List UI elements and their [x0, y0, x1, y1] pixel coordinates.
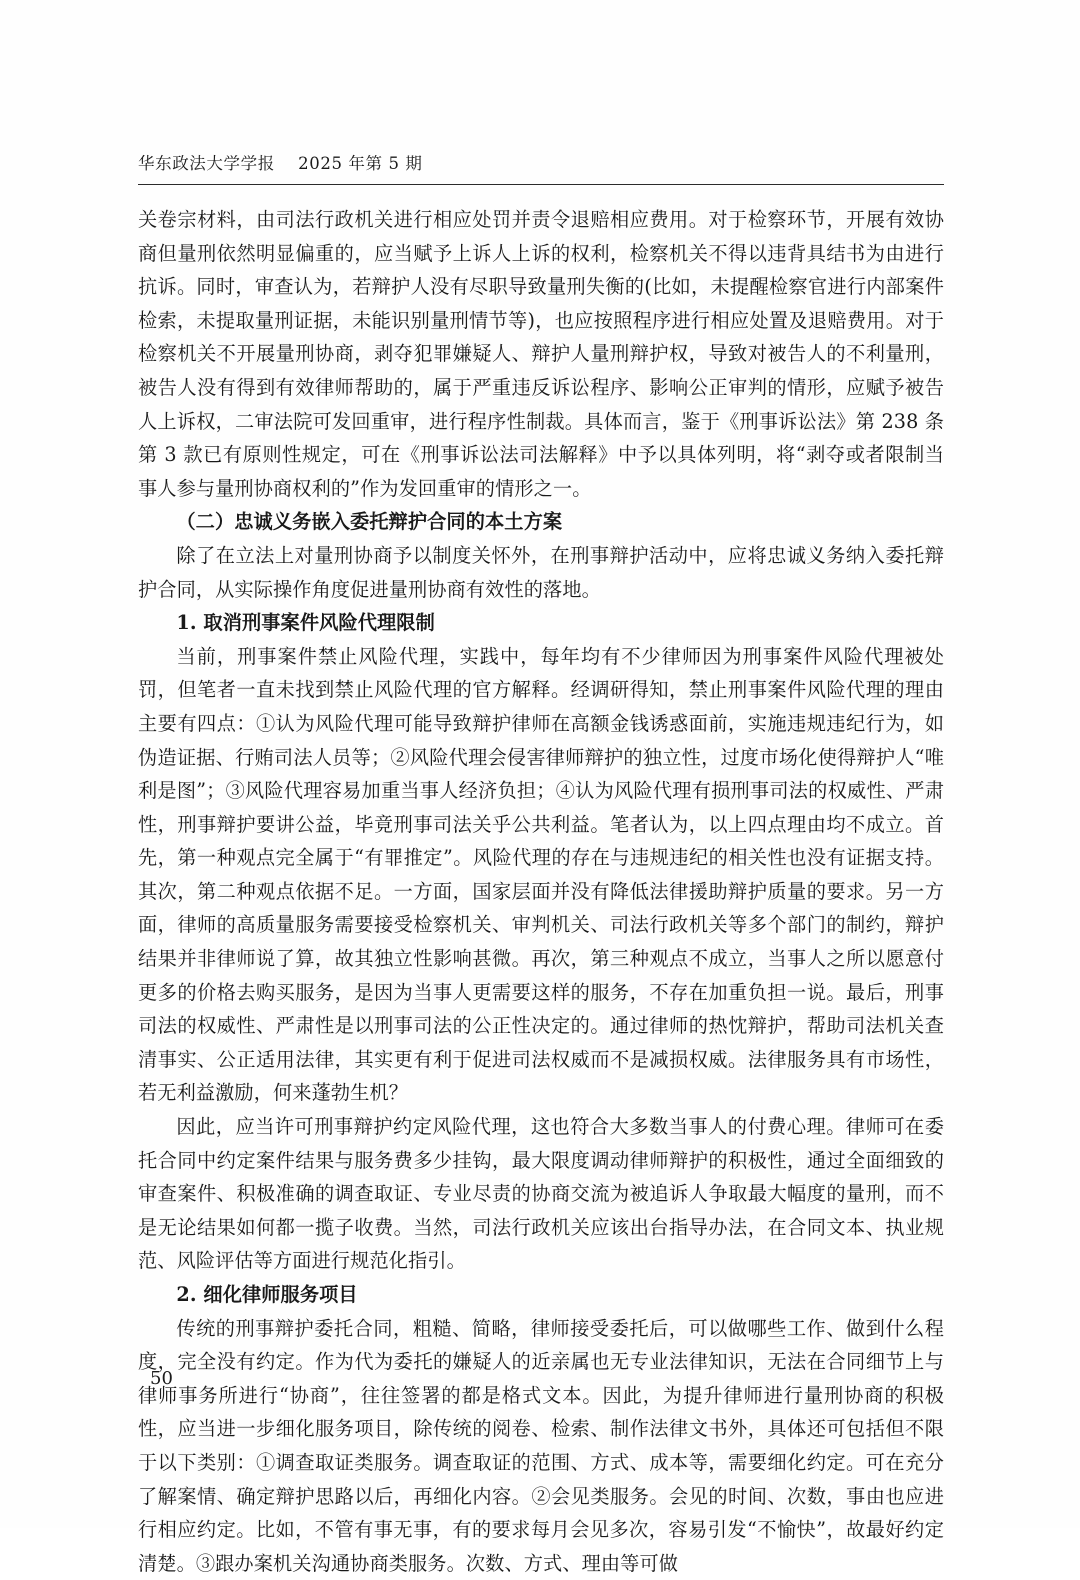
body-text	[138, 203, 944, 1580]
section-heading-2: （二）忠诚义务嵌入委托辩护合同的本土方案	[176, 510, 563, 534]
paragraph-section-intro: 除了在立法上对量刑协商予以制度关怀外，在刑事辩护活动中，应将忠诚义务纳入委托辩护合同，从实际操作角度促进量刑协商有效性的落地。	[138, 543, 944, 601]
header-rule	[138, 184, 944, 185]
subsection-heading-1: 1. 取消刑事案件风险代理限制	[176, 611, 435, 635]
subsection-heading-2: 2. 细化律师服务项目	[176, 1283, 358, 1306]
page-content	[138, 150, 944, 1580]
running-head: 华东政法大学学报 2025 年第 5 期	[138, 154, 423, 173]
paragraph-service-items: 传统的刑事辩护委托合同，粗糙、简略，律师接受委托后，可以做哪些工作、做到什么程度，完全没有约定。作为代为委托的嫌疑人的近亲属也无专业法律知识，无法在合同细节上与律师事务所进行“协商”，往往签署的都是格式文本。因此，为提升律师进行量刑协商的积极性，应当进一步细化服务项目，除传统的阅卷、检索、制作法律文书外，具体还可包括但不限于以下类别：①调查取证类服务。调查取证的范围、方式、成本等，需要细化约定。可在充分了解案情、确定辩护思路以后，再细化内容。②会见类服务。会见的时间、次数，事由也应进行相应约定。比如，不管有事无事，有的要求每月会见多次，容易引发“不愉快”，故最好约定清楚。③跟办案机关沟通协商类服务。次数、方式、理由等可做	[138, 1316, 944, 1575]
paragraph-conclusion-risk: 因此，应当许可刑事辩护约定风险代理，这也符合大多数当事人的付费心理。律师可在委托合同中约定案件结果与服务费多少挂钩，最大限度调动律师辩护的积极性，通过全面细致的审查案件、积极准确的调查取证、专业尽责的协商交流为被追诉人争取最大幅度的量刑，而不是无论结果如何都一揽子收费。当然，司法行政机关应该出台指导办法，在合同文本、执业规范、风险评估等方面进行规范化指引。	[138, 1115, 944, 1273]
paragraph-risk-agency: 当前，刑事案件禁止风险代理，实践中，每年均有不少律师因为刑事案件风险代理被处罚，但笔者一直未找到禁止风险代理的官方解释。经调研得知，禁止刑事案件风险代理的理由主要有四点：①认为风险代理可能导致辩护律师在高额金钱诱惑面前，实施违规违纪行为，如伪造证据、行贿司法人员等；②风险代理会侵害律师辩护的独立性，过度市场化使得辩护人“唯利是图”；③风险代理容易加重当事人经济负担；④认为风险代理有损刑事司法的权威性、严肃性，刑事辩护要讲公益，毕竟刑事司法关乎公共利益。笔者认为，以上四点理由均不成立。首先，第一种观点完全属于“有罪推定”。风险代理的存在与违规违纪的相关性也没有证据支持。其次，第二种观点依据不足。一方面，国家层面并没有降低法律援助辩护质量的要求。另一方面，律师的高质量服务需要接受检察机关、审判机关、司法行政机关等多个部门的制约，辩护结果并非律师说了算，故其独立性影响甚微。再次，第三种观点不成立，当事人之所以愿意付更多的价格去购买服务，是因为当事人更需要这样的服务，不存在加重负担一说。最后，刑事司法的权威性、严肃性是以刑事司法的公正性决定的。通过律师的热忱辩护，帮助司法机关查清事实、公正适用法律，其实更有利于促进司法权威而不是减损权威。法律服务具有市场性，若无利益激励，何来蓬勃生机？	[138, 644, 944, 1105]
page-number: 50	[150, 1368, 173, 1389]
paragraph-continued: 关卷宗材料，由司法行政机关进行相应处罚并责令退赔相应费用。对于检察环节，开展有效协商但量刑依然明显偏重的，应当赋予上诉人上诉的权利，检察机关不得以违背具结书为由进行抗诉。同时，审查认为，若辩护人没有尽职导致量刑失衡的(比如，未提醒检察官进行内部案件检索，未提取量刑证据，未能识别量刑情节等)，也应按照程序进行相应处置及退赔费用。对于检察机关不开展量刑协商，剥夺犯罪嫌疑人、辩护人量刑辩护权，导致对被告人的不利量刑，被告人没有得到有效律师帮助的，属于严重违反诉讼程序、影响公正审判的情形，应赋予被告人上诉权，二审法院可发回重审，进行程序性制裁。具体而言，鉴于《刑事诉讼法》第 238 条第 3 款已有原则性规定，可在《刑事诉讼法司法解释》中予以具体列明，将“剥夺或者限制当事人参与量刑协商权利的”作为发回重审的情形之一。	[138, 208, 944, 500]
